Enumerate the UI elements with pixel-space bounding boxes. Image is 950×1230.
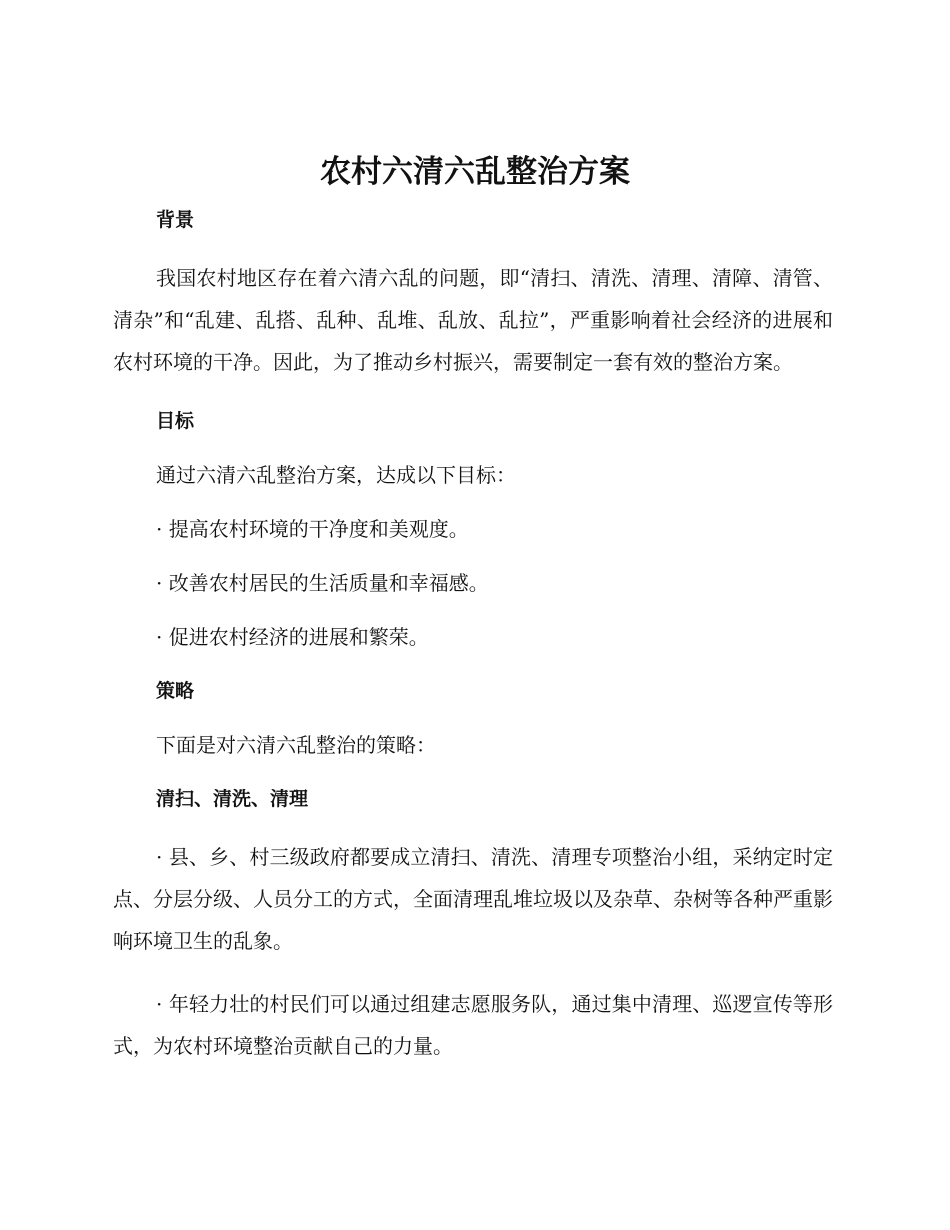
section-heading-background: 背景 bbox=[156, 209, 195, 231]
goal-item: · 提高农村环境的干净度和美观度。 bbox=[156, 517, 469, 541]
strategy-subheading: 清扫、清洗、清理 bbox=[156, 788, 309, 810]
background-paragraph: 我国农村地区存在着六清六乱的问题，即“清扫、清洗、清理、清障、清管、清杂”和“乱建、乱搭、乱种、乱堆、乱放、乱拉”，严重影响着社会经济的进展和农村环境的干净。因此，为了推动乡村振兴，需要制定一套有效的整治方案。 bbox=[113, 266, 833, 374]
section-heading-goals: 目标 bbox=[156, 410, 195, 432]
goal-item: · 改善农村居民的生活质量和幸福感。 bbox=[156, 571, 489, 595]
strategy-intro: 下面是对六清六乱整治的策略： bbox=[156, 733, 436, 757]
section-heading-strategy: 策略 bbox=[156, 680, 195, 702]
document-body bbox=[113, 203, 833, 1067]
goal-item: · 促进农村经济的进展和繁荣。 bbox=[156, 625, 429, 649]
document-title: 农村六清六乱整治方案 bbox=[320, 154, 630, 190]
strategy-paragraph: · 年轻力壮的村民们可以通过组建志愿服务队，通过集中清理、巡逻宣传等形式，为农村环境整治贡献自己的力量。 bbox=[113, 992, 833, 1058]
goals-intro: 通过六清六乱整治方案，达成以下目标： bbox=[156, 463, 516, 487]
strategy-paragraph: · 县、乡、村三级政府都要成立清扫、清洗、清理专项整治小组，采纳定时定点、分层分级、人员分工的方式，全面清理乱堆垃圾以及杂草、杂树等各种严重影响环境卫生的乱象。 bbox=[113, 845, 833, 953]
